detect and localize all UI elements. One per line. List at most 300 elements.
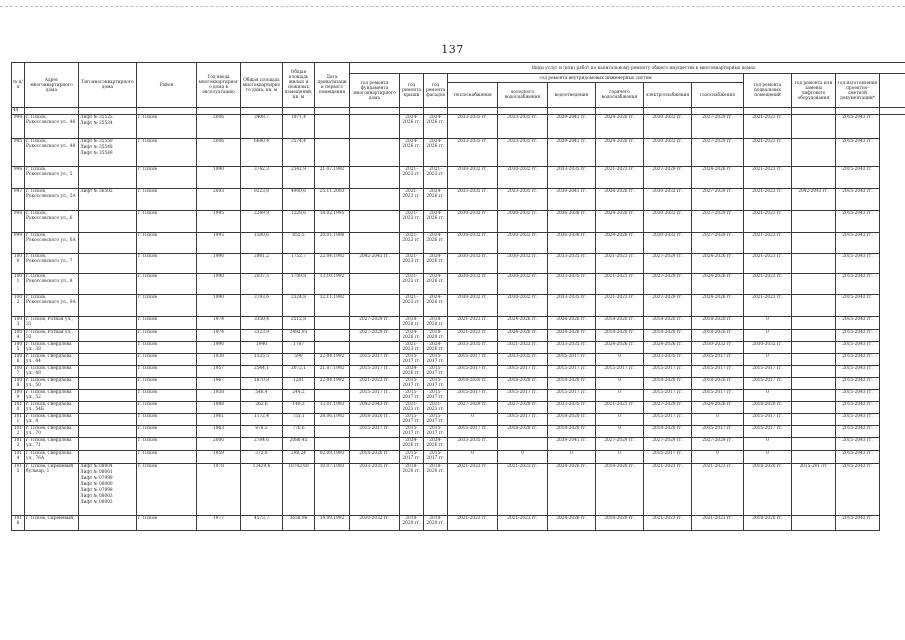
cell-drain: 2015-2017 гг. bbox=[548, 354, 596, 366]
cell-living-area: 590 bbox=[283, 354, 315, 366]
cell-no: 1014 bbox=[12, 451, 25, 464]
cell-facade: 2024-2026 гг. bbox=[424, 254, 448, 274]
cell-cold-water: 2027-2029 гг. bbox=[498, 402, 548, 414]
cell-privatization: 14.09.1992 bbox=[315, 516, 350, 531]
cell-address: г. Псков, Свердлова ул., 76А bbox=[25, 451, 79, 464]
cell-basement: 2015-2017 гг. bbox=[744, 366, 792, 378]
lift-entry: Лифт № 08004 bbox=[80, 464, 113, 469]
cell-cold-water: 2021-2023 гг. bbox=[498, 464, 548, 516]
register-rows bbox=[12, 115, 905, 531]
lift-entry: Лифт № 35549 bbox=[80, 151, 113, 156]
cell-facade: 2024-2026 гг. bbox=[424, 342, 448, 354]
cell-lift bbox=[792, 516, 836, 531]
header-power: электроснабжения bbox=[644, 83, 692, 108]
cell-foundation: 2030-2032 гг. bbox=[350, 516, 400, 531]
cell-district: г. Псков bbox=[137, 233, 197, 254]
cell-docs: 2015-2043 гг. bbox=[836, 390, 880, 402]
cell-cold-water: 2033-2035 гг. bbox=[498, 354, 548, 366]
cell-docs: 2015-2043 гг. bbox=[836, 354, 880, 366]
cell-facade: 2024-2026 гг. bbox=[424, 211, 448, 233]
cell-basement: 0 bbox=[744, 330, 792, 342]
cell-power: 2018-2020 гг. bbox=[644, 330, 692, 342]
cell-heat: 2015-2017 гг. bbox=[448, 390, 498, 402]
cell-year: 1990 bbox=[197, 342, 241, 354]
cell-no: 1013 bbox=[12, 438, 25, 451]
cell-living-area: 1787 bbox=[283, 342, 315, 354]
cell-facade: 2015-2017 гг. bbox=[424, 366, 448, 378]
cell-lift bbox=[792, 354, 836, 366]
cell-type bbox=[79, 254, 137, 274]
cell-total-area: 1870,8 bbox=[241, 378, 283, 390]
cell-lift bbox=[792, 378, 836, 390]
cell-docs: 2015-2043 гг. bbox=[836, 317, 880, 330]
cell-roof: 2021-2023 гг. bbox=[400, 342, 424, 354]
cell-address: г. Псков, Рокоссовского ул., 5А bbox=[25, 189, 79, 211]
cell-year: 1938 bbox=[197, 390, 241, 402]
cell-cold-water: 2024-2026 гг. bbox=[498, 330, 548, 342]
cell-year: 1977 bbox=[197, 516, 241, 531]
cell-drain: 2024-2026 гг. bbox=[548, 464, 596, 516]
cell-drain: 2018-2020 гг. bbox=[548, 378, 596, 390]
cell-gas: 2027-2029 гг. bbox=[692, 189, 744, 211]
cell-lift: 2042-2043 гг. bbox=[792, 189, 836, 211]
cell-power: 2027-2029 гг. bbox=[644, 295, 692, 317]
cell-lift bbox=[792, 342, 836, 354]
cell-gas: 2027-2029 гг. bbox=[692, 139, 744, 167]
cell-cold-water: 2030-2032 гг. bbox=[498, 295, 548, 317]
cell-docs: 2015-2043 гг. bbox=[836, 464, 880, 516]
cell-total-area: 548,4 bbox=[241, 390, 283, 402]
cell-privatization: 18.02.1995 bbox=[315, 211, 350, 233]
cell-power: 2018-2020 гг. bbox=[644, 317, 692, 330]
header-type: Тип многоквартирного дома bbox=[79, 63, 137, 108]
cell-foundation bbox=[350, 115, 400, 139]
cell-empty bbox=[880, 414, 905, 426]
cell-hot-water: 2024-2026 гг. bbox=[596, 189, 644, 211]
cell-total-area: 2249,9 bbox=[241, 211, 283, 233]
cell-facade: 2018-2020 гг. bbox=[424, 464, 448, 516]
cell-drain: 2039-2041 гг. bbox=[548, 438, 596, 451]
cell-living-area: 2324,8 bbox=[283, 295, 315, 317]
cell-drain: 2015-2017 гг. bbox=[548, 366, 596, 378]
cell-hot-water: 2021-2023 гг. bbox=[596, 274, 644, 295]
cell-privatization: 13.10.1992 bbox=[315, 274, 350, 295]
cell-gas: 2024-2026 гг. bbox=[692, 402, 744, 414]
cell-basement: 2018-2020 гг. bbox=[744, 464, 792, 516]
cell-roof: 2015-2017 гг. bbox=[400, 426, 424, 438]
cell-no: 1005 bbox=[12, 342, 25, 354]
cell-roof: 2021-2023 гг. bbox=[400, 211, 424, 233]
cell-facade: 2018-2020 гг. bbox=[424, 330, 448, 342]
cell-district: г. Псков bbox=[137, 211, 197, 233]
cell-empty bbox=[880, 516, 905, 531]
cell-lift bbox=[792, 390, 836, 402]
cell-total-area: 978,5 bbox=[241, 426, 283, 438]
cell-gas: 2027-2029 гг. bbox=[692, 438, 744, 451]
cell-type bbox=[79, 402, 137, 414]
table-row bbox=[12, 189, 905, 211]
cell-docs: 2015-2043 гг. bbox=[836, 438, 880, 451]
cell-gas: 2018-2020 гг. bbox=[692, 378, 744, 390]
cell-gas: 2021-2023 гг. bbox=[692, 516, 744, 531]
cell-docs: 2015-2043 гг. bbox=[836, 189, 880, 211]
table-row bbox=[12, 317, 905, 330]
cell-type bbox=[79, 115, 137, 139]
cell-lift bbox=[792, 139, 836, 167]
cell-empty bbox=[880, 254, 905, 274]
cell-power: 2018-2020 гг. bbox=[644, 426, 692, 438]
header-systems-group: год ремонта внутридомовых инженерных систем bbox=[448, 74, 744, 83]
lift-entry: Лифт № 36502 bbox=[80, 189, 113, 194]
cell-year: 2003 bbox=[197, 189, 241, 211]
cell-docs: 2015-2043 гг. bbox=[836, 330, 880, 342]
header-works-group: Виды услуг и (или) работ по капитальному ремонту общего имущества в многоквартирных домах bbox=[350, 63, 905, 74]
lift-entry: Лифт № 08001 bbox=[80, 470, 113, 475]
cell-type bbox=[79, 189, 137, 211]
cell-district: г. Псков bbox=[137, 330, 197, 342]
cell-heat: 2030-2032 гг. bbox=[448, 211, 498, 233]
header-roof: год ремонта крыши bbox=[400, 74, 424, 108]
cell-facade: 2015-2017 гг. bbox=[424, 451, 448, 464]
cell-hot-water: 2018-2020 гг. bbox=[596, 464, 644, 516]
cell-living-area: 4900,6 bbox=[283, 189, 315, 211]
cell-lift bbox=[792, 274, 836, 295]
cell-facade: 2015-2017 гг. bbox=[424, 414, 448, 426]
cell-privatization: 25.11.2003 bbox=[315, 189, 350, 211]
cell-hot-water: 2018-2020 гг. bbox=[596, 516, 644, 531]
cell-foundation: 2021-2023 гг. bbox=[350, 378, 400, 390]
table-row bbox=[12, 342, 905, 354]
cell-roof: 2021-2023 гг. bbox=[400, 167, 424, 189]
cell-foundation: 2042-2043 гг. bbox=[350, 402, 400, 414]
cell-foundation: 2015-2017 гг. bbox=[350, 366, 400, 378]
cell-year: 1957 bbox=[197, 366, 241, 378]
cell-roof: 2021-2023 гг. bbox=[400, 295, 424, 317]
cell-gas: 2015-2017 гг. bbox=[692, 354, 744, 366]
cell-empty bbox=[880, 378, 905, 390]
cell-docs: 2015-2043 гг. bbox=[836, 402, 880, 414]
cell-district: г. Псков bbox=[137, 390, 197, 402]
cell-gas: 0 bbox=[692, 414, 744, 426]
top-edge-line bbox=[0, 6, 905, 7]
lift-entry: Лифт № 35534 bbox=[80, 121, 113, 126]
cell-type bbox=[79, 366, 137, 378]
cell-empty bbox=[880, 274, 905, 295]
cell-gas: 2027-2029 гг. bbox=[692, 115, 744, 139]
cell-drain: 2033-2035 гг. bbox=[548, 342, 596, 354]
cell-no: 999 bbox=[12, 233, 25, 254]
cell-address: г. Псков, Свердлова ул., 38 bbox=[25, 342, 79, 354]
cell-hot-water: 2024-2026 гг. bbox=[596, 342, 644, 354]
cell-district: г. Псков bbox=[137, 342, 197, 354]
cell-lift bbox=[792, 167, 836, 189]
cell-foundation: 2015-2017 гг. bbox=[350, 390, 400, 402]
cell-empty bbox=[880, 139, 905, 167]
cell-address: г. Псков, Рокоссовского ул., 5 bbox=[25, 167, 79, 189]
cell-lift bbox=[792, 330, 836, 342]
cell-drain: 2018-2020 гг. bbox=[548, 414, 596, 426]
cell-district: г. Псков bbox=[137, 438, 197, 451]
table-row bbox=[12, 354, 905, 366]
cell-roof: 2015-2017 гг. bbox=[400, 451, 424, 464]
cell-district: г. Псков bbox=[137, 354, 197, 366]
cell-cold-water: 2024-2026 гг. bbox=[498, 317, 548, 330]
cell-docs: 2015-2043 гг. bbox=[836, 254, 880, 274]
cell-foundation bbox=[350, 438, 400, 451]
cell-roof: 2024-2026 гг. bbox=[400, 366, 424, 378]
cell-drain: 2033-2035 гг. bbox=[548, 254, 596, 274]
cell-cold-water: 2030-2032 гг. bbox=[498, 211, 548, 233]
table-row bbox=[12, 254, 905, 274]
cell-docs: 2015-2043 гг. bbox=[836, 516, 880, 531]
cell-hot-water: 0 bbox=[596, 390, 644, 402]
cell-district: г. Псков bbox=[137, 378, 197, 390]
cell-foundation bbox=[350, 342, 400, 354]
cell-type bbox=[79, 274, 137, 295]
cell-foundation: 2027-2029 гг. bbox=[350, 317, 400, 330]
table-row bbox=[12, 451, 905, 464]
cell-address: г. Псков, Сиреневый бульвар, 1 bbox=[25, 464, 79, 516]
cell-docs: 2015-2043 гг. bbox=[836, 211, 880, 233]
cell-basement: 2021-2023 гг. bbox=[744, 115, 792, 139]
cell-cold-water: 2018-2020 гг. bbox=[498, 426, 548, 438]
cell-heat: 2030-2032 гг. bbox=[448, 233, 498, 254]
cell-privatization bbox=[315, 317, 350, 330]
cell-type bbox=[79, 233, 137, 254]
cell-empty bbox=[880, 366, 905, 378]
cell-basement: 2021-2023 гг. bbox=[744, 274, 792, 295]
cell-heat: 2030-2032 гг. bbox=[448, 295, 498, 317]
cell-address: г. Псков, Свердлова ул., 50 bbox=[25, 378, 79, 390]
cell-no: 998 bbox=[12, 211, 25, 233]
cell-type bbox=[79, 414, 137, 426]
cell-type bbox=[79, 342, 137, 354]
cell-total-area: 3742,3 bbox=[241, 167, 283, 189]
cell-living-area: 1201 bbox=[283, 378, 315, 390]
cell-hot-water: 2021-2023 гг. bbox=[596, 167, 644, 189]
cell-facade: 2024-2026 гг. bbox=[424, 233, 448, 254]
cell-empty bbox=[880, 390, 905, 402]
cell-no: 1011 bbox=[12, 414, 25, 426]
cell-drain: 2033-2035 гг. bbox=[548, 274, 596, 295]
cell-foundation bbox=[350, 295, 400, 317]
cell-power: 2024-2026 гг. bbox=[644, 342, 692, 354]
cell-no: 995 bbox=[12, 139, 25, 167]
cell-foundation: 2018-2020 гг. bbox=[350, 414, 400, 426]
cell-type bbox=[79, 317, 137, 330]
lift-entry: Лифт № 35550 bbox=[80, 139, 113, 144]
cell-facade: 2015-2017 гг. bbox=[424, 378, 448, 390]
table-row bbox=[12, 438, 905, 451]
cell-address: г. Псков, Рокоссовского ул., 46 bbox=[25, 115, 79, 139]
header-lift: год ремонта или замены лифтового оборудования bbox=[792, 74, 836, 108]
cell-docs: 2015-2043 гг. bbox=[836, 139, 880, 167]
cell-foundation: 2015-2017 гг. bbox=[350, 426, 400, 438]
cell-docs: 2015-2043 гг. bbox=[836, 295, 880, 317]
cell-hot-water: 2021-2023 гг. bbox=[596, 295, 644, 317]
cell-gas: 2024-2026 гг. bbox=[692, 295, 744, 317]
cell-privatization: 12.11.1992 bbox=[315, 295, 350, 317]
cell-type bbox=[79, 426, 137, 438]
cell-power: 2018-2020 гг. bbox=[644, 378, 692, 390]
cell-drain: 2033-2035 гг. bbox=[548, 402, 596, 414]
cell-privatization bbox=[315, 426, 350, 438]
header-address: Адрес многоквартирного дома bbox=[25, 63, 79, 108]
cell-privatization bbox=[315, 342, 350, 354]
cell-year: 1995 bbox=[197, 211, 241, 233]
table-row bbox=[12, 139, 905, 167]
cell-facade: 2021-2023 гг. bbox=[424, 167, 448, 189]
cell-lift bbox=[792, 414, 836, 426]
cell-district: г. Псков bbox=[137, 451, 197, 464]
cell-total-area: 2544,1 bbox=[241, 366, 283, 378]
cell-docs: 2015-2043 гг. bbox=[836, 115, 880, 139]
cell-heat: 0 bbox=[448, 451, 498, 464]
cell-cold-water: 2033-2035 гг. bbox=[498, 115, 548, 139]
cell-cold-water: 2033-2035 гг. bbox=[498, 139, 548, 167]
cell-basement: 0 bbox=[744, 390, 792, 402]
cell-hot-water: 0 bbox=[596, 451, 644, 464]
cell-hot-water: 2024-2026 гг. bbox=[596, 115, 644, 139]
cell-no: 1009 bbox=[12, 390, 25, 402]
cell-hot-water: 2024-2026 гг. bbox=[596, 233, 644, 254]
cell-roof: 2021-2023 гг. bbox=[400, 254, 424, 274]
cell-basement: 2030-2032 гг. bbox=[744, 342, 792, 354]
cell-drain: 0 bbox=[548, 451, 596, 464]
cell-heat: 2033-2035 гг. bbox=[448, 189, 498, 211]
cell-facade: 2021-2023 гг. bbox=[424, 402, 448, 414]
cell-total-area: 3350,4 bbox=[241, 317, 283, 330]
cell-no: 1001 bbox=[12, 274, 25, 295]
cell-gas: 2024-2026 гг. bbox=[692, 274, 744, 295]
cell-address: г. Псков, Рокоссовского ул., 48 bbox=[25, 139, 79, 167]
cell-total-area: 6640,4 bbox=[241, 139, 283, 167]
cell-lift bbox=[792, 402, 836, 414]
cell-year: 1990 bbox=[197, 295, 241, 317]
cell-district: г. Псков bbox=[137, 516, 197, 531]
cell-cold-water: 2015-2017 гг. bbox=[498, 414, 548, 426]
cell-address: г. Псков, Свердлова ул., 54Б bbox=[25, 402, 79, 414]
cell-privatization: 21.07.1992 bbox=[315, 366, 350, 378]
cell-empty bbox=[880, 330, 905, 342]
cell-facade: 2024-2026 гг. bbox=[424, 438, 448, 451]
cell-living-area: 2141,9 bbox=[283, 167, 315, 189]
cell-basement: 0 bbox=[744, 451, 792, 464]
cell-hot-water: 2015-2017 гг. bbox=[596, 366, 644, 378]
cell-heat: 2021-2023 гг. bbox=[448, 464, 498, 516]
cell-facade: 2018-2020 гг. bbox=[424, 516, 448, 531]
cell-living-area: 755,1 bbox=[283, 414, 315, 426]
cell-roof: 2021-2023 гг. bbox=[400, 233, 424, 254]
table-row bbox=[12, 402, 905, 414]
cell-year: 1990 bbox=[197, 274, 241, 295]
cell-type bbox=[79, 211, 137, 233]
cell-empty bbox=[880, 295, 905, 317]
cell-roof: 2015-2017 гг. bbox=[400, 354, 424, 366]
cell-roof: 2018-2020 гг. bbox=[400, 516, 424, 531]
cell-heat: 2021-2023 гг. bbox=[448, 317, 498, 330]
cell-drain: 2024-2026 гг. bbox=[548, 317, 596, 330]
cell-type bbox=[79, 354, 137, 366]
cell-foundation: 2042-2043 гг. bbox=[350, 254, 400, 274]
cell-year: 1938 bbox=[197, 354, 241, 366]
cell-no: 1000 bbox=[12, 254, 25, 274]
cell-lift bbox=[792, 426, 836, 438]
cell-foundation: 2027-2029 гг. bbox=[350, 330, 400, 342]
cell-hot-water: 2021-2023 гг. bbox=[596, 254, 644, 274]
cell-hot-water: 2024-2026 гг. bbox=[596, 139, 644, 167]
cell-heat: 2021-2023 гг. bbox=[448, 330, 498, 342]
cell-roof: 2015-2017 гг. bbox=[400, 378, 424, 390]
cell-lift bbox=[792, 254, 836, 274]
cell-power: 2030-2032 гг. bbox=[644, 189, 692, 211]
cell-cold-water: 2015-2017 гг. bbox=[498, 390, 548, 402]
cell-empty bbox=[880, 317, 905, 330]
cell-privatization: 22.04.1992 bbox=[315, 254, 350, 274]
cell-roof: 2015-2017 гг. bbox=[400, 414, 424, 426]
cell-roof: 2024-2026 гг. bbox=[400, 115, 424, 139]
lift-entry: Лифт № 35525 bbox=[80, 115, 113, 120]
cell-roof: 2024-2026 гг. bbox=[400, 330, 424, 342]
cell-living-area: 1752,7 bbox=[283, 254, 315, 274]
cell-roof: 2021-2023 гг. bbox=[400, 274, 424, 295]
table-row bbox=[12, 516, 905, 531]
cell-power: 2027-2029 гг. bbox=[644, 167, 692, 189]
cell-cold-water: 2021-2023 гг. bbox=[498, 342, 548, 354]
cell-drain: 2036-2038 гг. bbox=[548, 211, 596, 233]
cell-gas: 2030-2032 гг. bbox=[692, 342, 744, 354]
table-row bbox=[12, 366, 905, 378]
cell-empty bbox=[880, 464, 905, 516]
cell-roof: 2015-2017 гг. bbox=[400, 390, 424, 402]
table-row bbox=[12, 414, 905, 426]
cell-heat: 2015-2017 гг. bbox=[448, 426, 498, 438]
cell-year: 1959 bbox=[197, 451, 241, 464]
header-hot-water: горячего водоснабжения bbox=[596, 83, 644, 108]
cell-foundation bbox=[350, 233, 400, 254]
cell-cold-water: 2030-2032 гг. bbox=[498, 254, 548, 274]
table-row bbox=[12, 233, 905, 254]
cell-privatization: 22.04.1992 bbox=[315, 354, 350, 366]
cell-docs: 2015-2043 гг. bbox=[836, 233, 880, 254]
cell-type bbox=[79, 464, 137, 516]
cell-facade: 2015-2017 гг. bbox=[424, 426, 448, 438]
cell-roof: 2024-2026 гг. bbox=[400, 139, 424, 167]
cell-privatization: 13.01.1993 bbox=[315, 402, 350, 414]
cell-lift bbox=[792, 451, 836, 464]
cell-lift bbox=[792, 115, 836, 139]
continuation-cell: 44 bbox=[12, 108, 25, 115]
cell-cold-water: 2030-2032 гг. bbox=[498, 167, 548, 189]
cell-total-area: 2037,5 bbox=[241, 274, 283, 295]
cell-cold-water: 2030-2032 гг. bbox=[498, 233, 548, 254]
cell-docs: 2015-2043 гг. bbox=[836, 167, 880, 189]
cell-district: г. Псков bbox=[137, 366, 197, 378]
cell-power: 2027-2029 гг. bbox=[644, 402, 692, 414]
table-row bbox=[12, 115, 905, 139]
cell-privatization: 02.09.1993 bbox=[315, 451, 350, 464]
cell-gas: 0 bbox=[692, 451, 744, 464]
cell-lift bbox=[792, 317, 836, 330]
cell-no: 996 bbox=[12, 167, 25, 189]
cell-heat: 2030-2032 гг. bbox=[448, 254, 498, 274]
cell-total-area: 2981,2 bbox=[241, 254, 283, 274]
header-cold-water: холодного водоснабжения bbox=[498, 83, 548, 108]
cell-foundation bbox=[350, 274, 400, 295]
cell-cold-water: 2033-2035 гг. bbox=[498, 189, 548, 211]
cell-lift bbox=[792, 211, 836, 233]
cell-address: г. Псков, Свердлова ул., 70 bbox=[25, 426, 79, 438]
